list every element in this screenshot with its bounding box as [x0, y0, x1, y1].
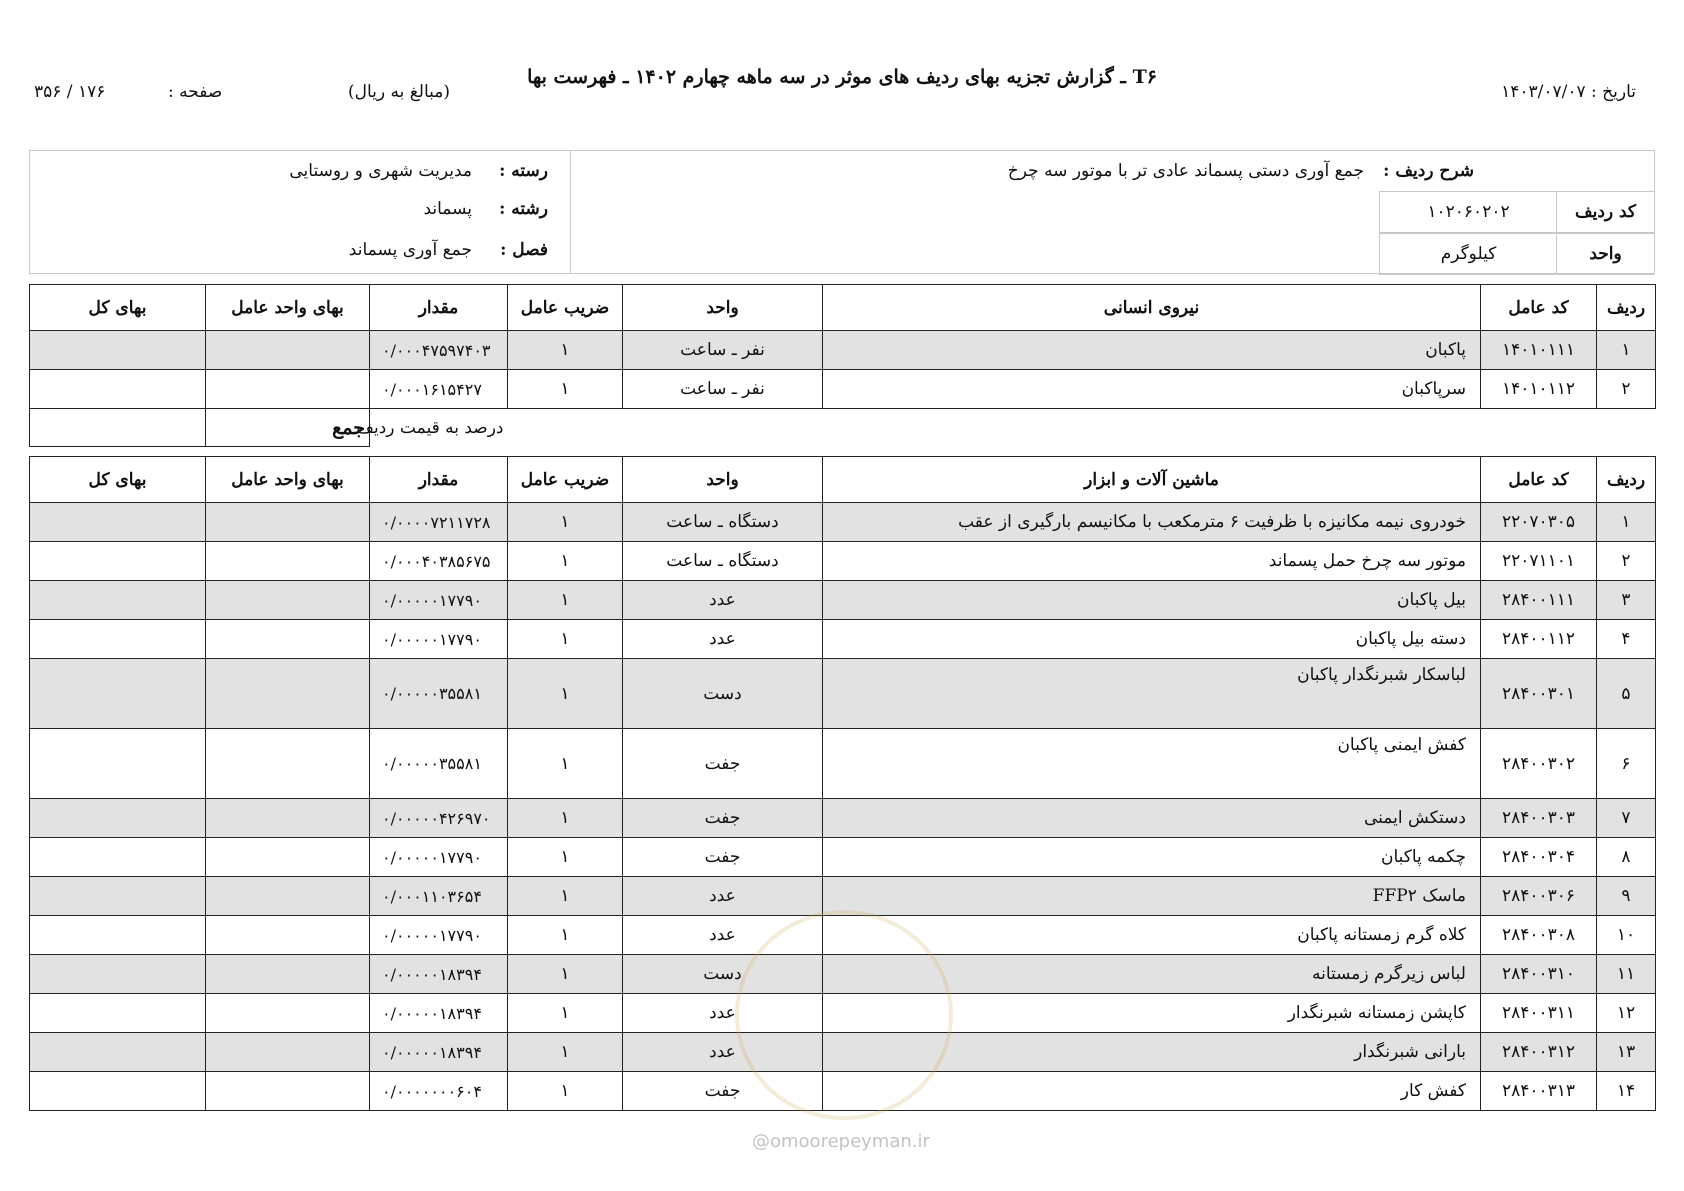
item-info-panel: [29, 150, 1655, 274]
cell-qty: ۰/۰۰۰۰۰۱۸۳۹۴: [370, 955, 508, 994]
cell-code: ۲۲۰۷۰۳۰۵: [1481, 503, 1597, 542]
cell-qty: ۰/۰۰۰۰۰۴۲۶۹۷۰: [370, 799, 508, 838]
cell-name: سرپاکبان: [823, 370, 1481, 409]
machinery-header-row: [30, 457, 1656, 503]
col-coef: ضریب عامل: [508, 457, 623, 503]
cell-qty: ۰/۰۰۰۰۰۳۵۵۸۱: [370, 659, 508, 729]
chapter-value: جمع آوری پسماند: [348, 240, 472, 260]
cell-total: [30, 542, 206, 581]
col-unit: واحد: [623, 285, 823, 331]
currency-note: (مبالغ به ریال): [348, 82, 451, 102]
cell-unit-price: [206, 503, 370, 542]
item-code-box: [1379, 191, 1654, 233]
col-total: بهای کل: [30, 457, 206, 503]
cell-name: دستکش ایمنی: [823, 799, 1481, 838]
cell-row: ۵: [1597, 659, 1656, 729]
cell-row: ۶: [1597, 729, 1656, 799]
col-unit-price: بهای واحد عامل: [206, 285, 370, 331]
cell-coef: ۱: [508, 503, 623, 542]
cell-total: [30, 729, 206, 799]
labor-sum-row: [30, 409, 1656, 447]
cell-name: خودروی نیمه مکانیزه با ظرفیت ۶ مترمکعب با مکانیسم بارگیری از عقب: [823, 503, 1481, 542]
col-name: ماشین آلات و ابزار: [823, 457, 1481, 503]
cell-row: ۱۱: [1597, 955, 1656, 994]
cell-row: ۱: [1597, 331, 1656, 370]
col-unit-price: بهای واحد عامل: [206, 457, 370, 503]
table-row: [30, 620, 1656, 659]
cell-coef: ۱: [508, 877, 623, 916]
cell-total: [30, 994, 206, 1033]
cell-total: [30, 838, 206, 877]
cell-unit-price: [206, 916, 370, 955]
watermark-url: @omoorepeyman.ir: [752, 1131, 930, 1152]
cell-code: ۱۴۰۱۰۱۱۲: [1481, 370, 1597, 409]
col-row: ردیف: [1597, 285, 1656, 331]
cell-total: [30, 620, 206, 659]
date-label: تاریخ :: [1591, 82, 1636, 102]
cell-row: ۷: [1597, 799, 1656, 838]
cell-unit-price: [206, 994, 370, 1033]
cell-name: بارانی شبرنگدار: [823, 1033, 1481, 1072]
code-value: ۱۰۲۰۶۰۲۰۲: [1427, 202, 1510, 222]
cell-coef: ۱: [508, 620, 623, 659]
cell-qty: ۰/۰۰۰۰۰۰۰۶۰۴: [370, 1072, 508, 1111]
cell-coef: ۱: [508, 370, 623, 409]
cell-unit: عدد: [623, 916, 823, 955]
cell-unit-price: [206, 659, 370, 729]
cell-unit: عدد: [623, 581, 823, 620]
cell-name: لباس زیرگرم زمستانه: [823, 955, 1481, 994]
info-divider: [570, 151, 571, 273]
cell-code: ۲۸۴۰۰۳۱۱: [1481, 994, 1597, 1033]
unit-label: واحد: [1556, 234, 1654, 274]
cell-qty: ۰/۰۰۰۰۰۱۷۷۹۰: [370, 916, 508, 955]
cell-qty: ۰/۰۰۰۰۰۱۸۳۹۴: [370, 1033, 508, 1072]
col-unit: واحد: [623, 457, 823, 503]
cell-code: ۲۸۴۰۰۳۰۳: [1481, 799, 1597, 838]
cell-name: چکمه پاکبان: [823, 838, 1481, 877]
cell-code: ۲۲۰۷۱۱۰۱: [1481, 542, 1597, 581]
cell-unit: دستگاه ـ ساعت: [623, 542, 823, 581]
cell-qty: ۰/۰۰۰۰۷۲۱۱۷۲۸: [370, 503, 508, 542]
labor-header-row: [30, 285, 1656, 331]
cell-qty: ۰/۰۰۰۰۰۳۵۵۸۱: [370, 729, 508, 799]
cell-total: [30, 581, 206, 620]
cell-row: ۲: [1597, 370, 1656, 409]
cell-name: کفش ایمنی پاکبان: [823, 729, 1481, 799]
table-row: [30, 370, 1656, 409]
col-total: بهای کل: [30, 285, 206, 331]
labor-table: [29, 284, 1656, 447]
category-value: مدیریت شهری و روستایی: [289, 161, 472, 181]
cell-row: ۱: [1597, 503, 1656, 542]
cell-unit-price: [206, 542, 370, 581]
col-name: نیروی انسانی: [823, 285, 1481, 331]
cell-qty: ۰/۰۰۰۰۰۱۷۷۹۰: [370, 838, 508, 877]
table-row: [30, 542, 1656, 581]
field-label: رشته :: [499, 199, 548, 219]
table-row: [30, 659, 1656, 729]
cell-name: ماسک FFP۲: [823, 877, 1481, 916]
cell-unit: دست: [623, 955, 823, 994]
cell-total: [30, 370, 206, 409]
cell-total: [30, 916, 206, 955]
cell-coef: ۱: [508, 994, 623, 1033]
cell-row: ۱۳: [1597, 1033, 1656, 1072]
page-label: صفحه :: [168, 82, 223, 102]
cell-unit-price: [206, 370, 370, 409]
date-value: ۱۴۰۳/۰۷/۰۷: [1501, 82, 1586, 102]
col-qty: مقدار: [370, 457, 508, 503]
cell-coef: ۱: [508, 331, 623, 370]
col-coef: ضریب عامل: [508, 285, 623, 331]
table-row: [30, 838, 1656, 877]
report-date: [1501, 82, 1636, 102]
percent-label: درصد به قیمت ردیف: [370, 409, 508, 447]
cell-name: کلاه گرم زمستانه پاکبان: [823, 916, 1481, 955]
cell-code: ۲۸۴۰۰۱۱۱: [1481, 581, 1597, 620]
page-number: ۱۷۶ / ۳۵۶: [34, 82, 106, 102]
cell-code: ۲۸۴۰۰۳۰۱: [1481, 659, 1597, 729]
cell-unit: جفت: [623, 729, 823, 799]
cell-unit: عدد: [623, 620, 823, 659]
cell-row: ۱۰: [1597, 916, 1656, 955]
cell-coef: ۱: [508, 799, 623, 838]
cell-total: [30, 877, 206, 916]
cell-name: پاکبان: [823, 331, 1481, 370]
desc-value: جمع آوری دستی پسماند عادی تر با موتور سه چرخ: [1007, 161, 1364, 181]
cell-coef: ۱: [508, 916, 623, 955]
cell-code: ۲۸۴۰۰۳۰۶: [1481, 877, 1597, 916]
desc-label: شرح ردیف :: [1383, 161, 1474, 181]
cell-unit: دستگاه ـ ساعت: [623, 503, 823, 542]
cell-qty: ۰/۰۰۰۱۱۰۳۶۵۴: [370, 877, 508, 916]
cell-unit: عدد: [623, 1033, 823, 1072]
cell-name: دسته بیل پاکبان: [823, 620, 1481, 659]
cell-unit-price: [206, 1033, 370, 1072]
col-qty: مقدار: [370, 285, 508, 331]
table-row: [30, 799, 1656, 838]
cell-code: ۲۸۴۰۰۳۰۸: [1481, 916, 1597, 955]
table-row: [30, 581, 1656, 620]
cell-row: ۳: [1597, 581, 1656, 620]
cell-total: [30, 1072, 206, 1111]
table-row: [30, 729, 1656, 799]
unit-box: [1379, 233, 1654, 275]
cell-unit: نفر ـ ساعت: [623, 370, 823, 409]
cell-unit-price: [206, 331, 370, 370]
col-row: ردیف: [1597, 457, 1656, 503]
cell-coef: ۱: [508, 1033, 623, 1072]
cell-unit: عدد: [623, 877, 823, 916]
cell-total: [30, 955, 206, 994]
cell-total: [30, 331, 206, 370]
cell-code: ۲۸۴۰۰۳۰۲: [1481, 729, 1597, 799]
cell-total: [30, 1033, 206, 1072]
cell-name: لباسکار شبرنگدار پاکبان: [823, 659, 1481, 729]
cell-coef: ۱: [508, 542, 623, 581]
cell-total: [30, 659, 206, 729]
cell-total: [30, 503, 206, 542]
cell-code: ۱۴۰۱۰۱۱۱: [1481, 331, 1597, 370]
cell-coef: ۱: [508, 955, 623, 994]
cell-unit: دست: [623, 659, 823, 729]
category-label: رسته :: [499, 161, 548, 181]
cell-unit-price: [206, 620, 370, 659]
unit-value: کیلوگرم: [1440, 244, 1497, 264]
code-label: کد ردیف: [1556, 192, 1654, 232]
sum-label: جمع: [206, 409, 370, 447]
cell-unit-price: [206, 1072, 370, 1111]
cell-unit-price: [206, 955, 370, 994]
cell-qty: ۰/۰۰۰۰۰۱۷۷۹۰: [370, 581, 508, 620]
watermark-seal: [735, 910, 953, 1120]
cell-unit-price: [206, 838, 370, 877]
cell-coef: ۱: [508, 838, 623, 877]
cell-row: ۴: [1597, 620, 1656, 659]
cell-name: کفش کار: [823, 1072, 1481, 1111]
cell-coef: ۱: [508, 729, 623, 799]
cell-unit: جفت: [623, 799, 823, 838]
cell-code: ۲۸۴۰۰۳۱۰: [1481, 955, 1597, 994]
cell-row: ۱۴: [1597, 1072, 1656, 1111]
cell-code: ۲۸۴۰۰۳۰۴: [1481, 838, 1597, 877]
cell-unit: جفت: [623, 838, 823, 877]
cell-unit-price: [206, 877, 370, 916]
field-value: پسماند: [423, 199, 472, 219]
cell-code: ۲۸۴۰۰۱۱۲: [1481, 620, 1597, 659]
cell-row: ۹: [1597, 877, 1656, 916]
cell-qty: ۰/۰۰۰۴۰۳۸۵۶۷۵: [370, 542, 508, 581]
cell-unit: جفت: [623, 1072, 823, 1111]
cell-unit-price: [206, 581, 370, 620]
sum-total: [30, 409, 206, 447]
cell-name: بیل پاکبان: [823, 581, 1481, 620]
cell-row: ۸: [1597, 838, 1656, 877]
table-row: [30, 331, 1656, 370]
cell-coef: ۱: [508, 1072, 623, 1111]
cell-qty: ۰/۰۰۰۰۰۱۸۳۹۴: [370, 994, 508, 1033]
cell-coef: ۱: [508, 581, 623, 620]
report-title: T۶ ـ گزارش تجزیه بهای ردیف های موثر در سه ماهه چهارم ۱۴۰۲ ـ فهرست بها: [527, 66, 1157, 88]
cell-code: ۲۸۴۰۰۳۱۲: [1481, 1033, 1597, 1072]
table-row: [30, 503, 1656, 542]
cell-unit-price: [206, 799, 370, 838]
cell-total: [30, 799, 206, 838]
cell-coef: ۱: [508, 659, 623, 729]
cell-unit-price: [206, 729, 370, 799]
cell-unit: نفر ـ ساعت: [623, 331, 823, 370]
cell-qty: ۰/۰۰۰۴۷۵۹۷۴۰۳: [370, 331, 508, 370]
cell-code: ۲۸۴۰۰۳۱۳: [1481, 1072, 1597, 1111]
cell-name: کاپشن زمستانه شبرنگدار: [823, 994, 1481, 1033]
col-code: کد عامل: [1481, 457, 1597, 503]
cell-name: موتور سه چرخ حمل پسماند: [823, 542, 1481, 581]
chapter-label: فصل :: [500, 240, 548, 260]
cell-qty: ۰/۰۰۰۰۰۱۷۷۹۰: [370, 620, 508, 659]
cell-row: ۲: [1597, 542, 1656, 581]
cell-row: ۱۲: [1597, 994, 1656, 1033]
cell-qty: ۰/۰۰۰۱۶۱۵۴۲۷: [370, 370, 508, 409]
cell-unit: عدد: [623, 994, 823, 1033]
col-code: کد عامل: [1481, 285, 1597, 331]
